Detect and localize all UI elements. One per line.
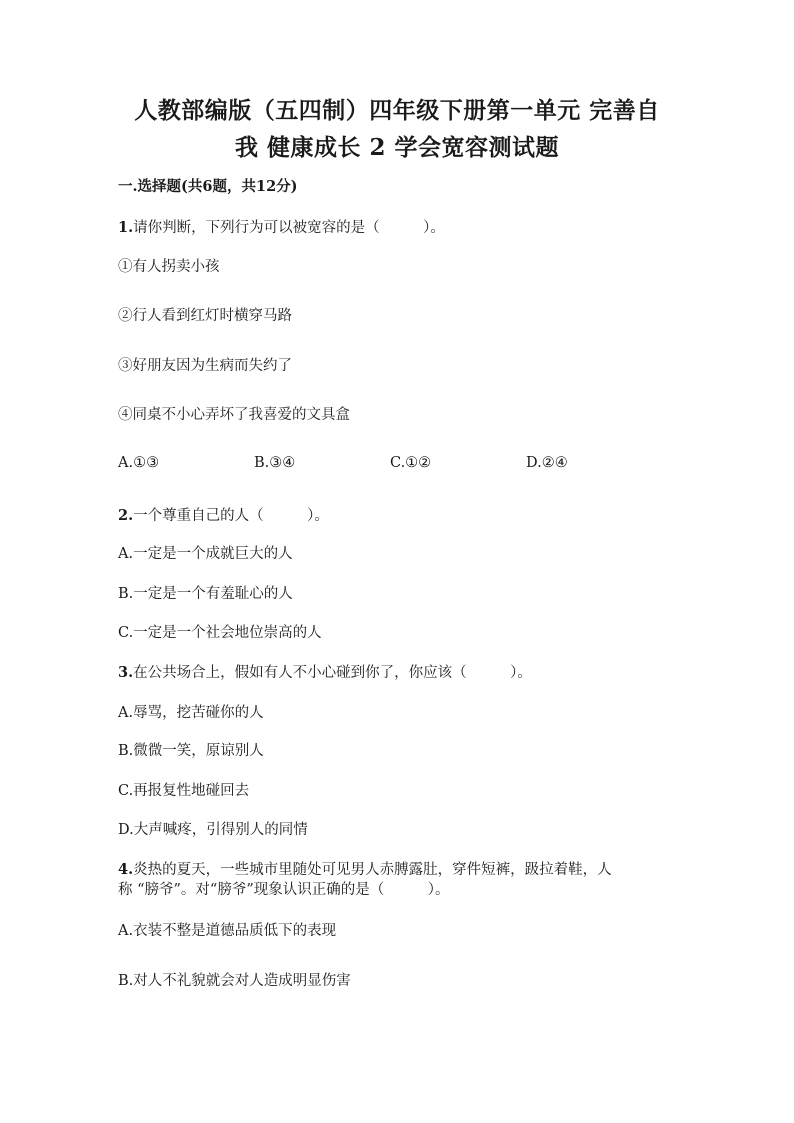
question-2 xyxy=(118,506,329,526)
q3-option-a[interactable]: A.辱骂，挖苦碰你的人 xyxy=(118,705,264,721)
title-line-1: 人教部编版（五四制）四年级下册第一单元 完善自 xyxy=(134,97,660,124)
question-2-number: 2. xyxy=(118,507,134,524)
q4-option-a[interactable]: A.衣装不整是道德品质低下的表现 xyxy=(118,923,337,939)
page-title xyxy=(100,92,694,166)
q1-option-b[interactable]: B.③④ xyxy=(254,455,296,471)
q2-option-a[interactable]: A.一定是一个成就巨大的人 xyxy=(118,546,293,562)
q1-statement-2: ②行人看到红灯时横穿马路 xyxy=(118,308,292,324)
q2-option-b[interactable]: B.一定是一个有羞耻心的人 xyxy=(118,586,293,602)
q3-option-b[interactable]: B.微微一笑，原谅别人 xyxy=(118,743,264,759)
question-4-number: 4. xyxy=(118,861,134,878)
question-4 xyxy=(118,860,612,880)
section-header: 一.选择题(共6题，共12分) xyxy=(118,178,298,195)
q1-statement-3: ③好朋友因为生病而失约了 xyxy=(118,358,292,374)
q3-option-c[interactable]: C.再报复性地碰回去 xyxy=(118,783,250,799)
q1-statement-1: ①有人拐卖小孩 xyxy=(118,259,220,275)
question-3 xyxy=(118,663,532,683)
q1-option-a[interactable]: A.①③ xyxy=(118,455,160,471)
q1-option-c[interactable]: C.①② xyxy=(390,455,432,471)
question-3-number: 3. xyxy=(118,664,134,681)
question-3-stem: 在公共场合上，假如有人不小心碰到你了，你应该（ ）。 xyxy=(133,665,532,681)
question-1-stem: 请你判断，下列行为可以被宽容的是（ ）。 xyxy=(133,220,445,236)
q1-option-d[interactable]: D.②④ xyxy=(526,455,568,471)
question-4-stem-line-2: 称 “膀爷”。对“膀爷”现象认识正确的是（ ）。 xyxy=(118,882,450,898)
q2-option-c[interactable]: C.一定是一个社会地位崇高的人 xyxy=(118,625,322,641)
q4-option-b[interactable]: B.对人不礼貌就会对人造成明显伤害 xyxy=(118,973,351,989)
q1-statement-4: ④同桌不小心弄坏了我喜爱的文具盒 xyxy=(118,407,350,423)
q3-option-d[interactable]: D.大声喊疼，引得别人的同情 xyxy=(118,822,308,838)
question-1-number: 1. xyxy=(118,219,134,236)
q1-options-row xyxy=(118,455,678,475)
question-2-stem: 一个尊重自己的人（ ）。 xyxy=(133,508,329,524)
question-1 xyxy=(118,218,445,238)
question-4-stem-line-1: 炎热的夏天，一些城市里随处可见男人赤膊露肚，穿件短裤，趿拉着鞋，人 xyxy=(133,862,612,878)
title-line-2: 我 健康成长 2 学会宽容测试题 xyxy=(234,134,560,161)
